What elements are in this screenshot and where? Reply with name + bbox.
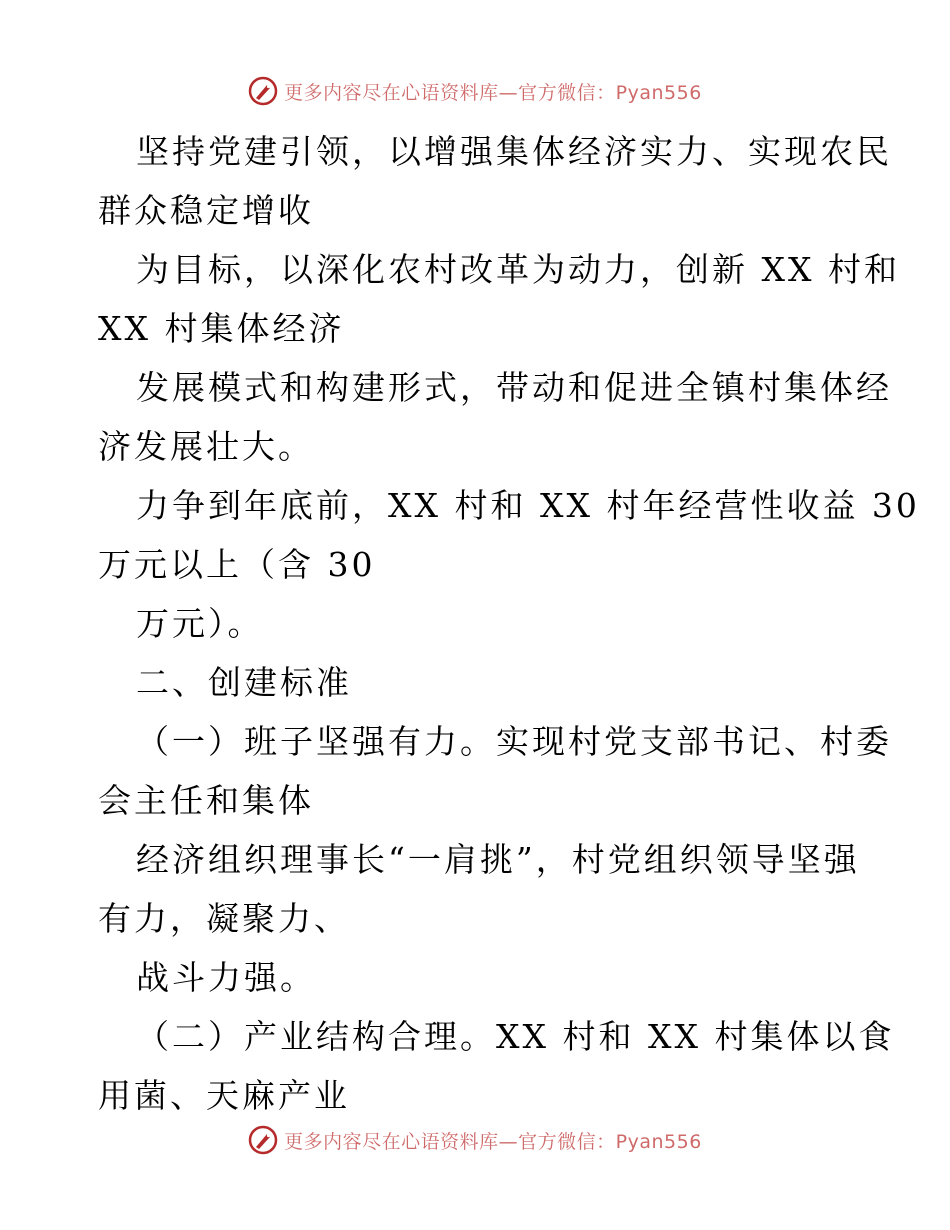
text-line: 战斗力强。 [136, 958, 316, 997]
text-line: 会主任和集体 [98, 781, 314, 820]
header-watermark [0, 71, 950, 111]
text-line: （一）班子坚强有力。实现村党支部书记、村委 [136, 722, 892, 761]
text-line: （二）产业结构合理。XX 村和 XX 村集体以食 [136, 1017, 895, 1056]
text-line: XX 村集体经济 [98, 309, 345, 348]
pen-nib-icon [248, 76, 278, 106]
text-line: 群众稳定增收 [98, 191, 314, 230]
text-line: 万元以上（含 30 [98, 545, 376, 584]
text-line: 二、创建标准 [136, 663, 352, 702]
text-line: 万元）。 [136, 604, 264, 643]
text-line: 坚持党建引领，以增强集体经济实力、实现农民 [136, 132, 892, 171]
text-line: 经济组织理事长“一肩挑”，村党组织领导坚强 [136, 840, 860, 879]
text-line: 为目标，以深化农村改革为动力，创新 XX 村和 [136, 250, 900, 289]
pen-nib-icon [248, 1125, 278, 1155]
watermark-text: 更多内容尽在心语资料库—官方微信：Pyan556 [284, 1130, 702, 1153]
document-body [98, 122, 920, 1125]
footer-watermark [0, 1120, 950, 1160]
text-line: 用菌、天麻产业 [98, 1076, 350, 1115]
text-line: 济发展壮大。 [98, 427, 314, 466]
text-line: 发展模式和构建形式，带动和促进全镇村集体经 [136, 368, 892, 407]
watermark-text: 更多内容尽在心语资料库—官方微信：Pyan556 [284, 81, 702, 104]
text-line: 力争到年底前，XX 村和 XX 村年经营性收益 30 [136, 486, 920, 525]
text-line: 有力，凝聚力、 [98, 899, 350, 938]
